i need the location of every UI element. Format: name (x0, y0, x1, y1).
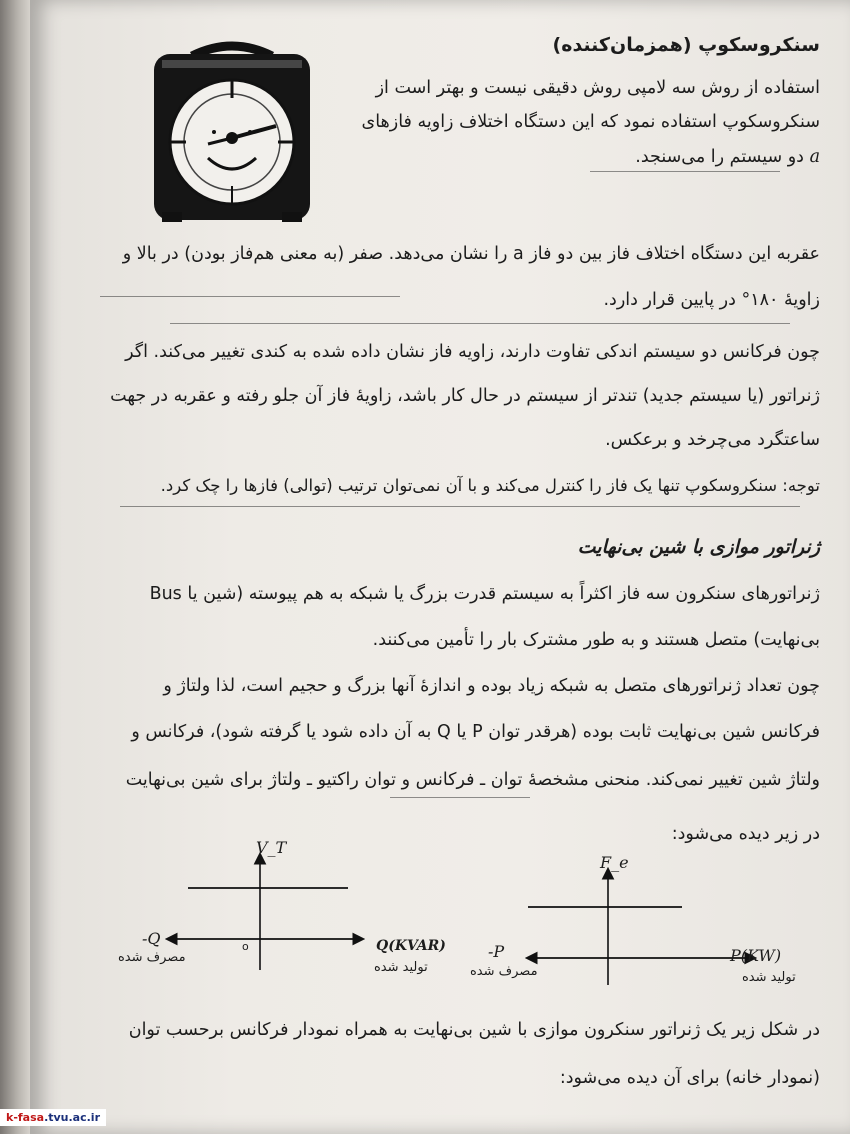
pen-underline (120, 506, 800, 507)
graph-left-y-label: V_T (256, 838, 287, 857)
document-page (30, 0, 850, 1134)
synchroscope-note: توجه: سنکروسکوپ تنها یک فاز را کنترل می‌کند و با آن نمی‌توان ترتیب (توالی) فازها را چک کرد. (160, 476, 820, 495)
graph-right-neg-caption: مصرف شده (470, 964, 538, 979)
graph-left-pos-label: Q(KVAR) (376, 938, 446, 954)
para5-line1: چون تعداد ژنراتورهای متصل به شبکه زیاد بوده و اندازهٔ آنها بزرگ و حجیم است، لذا ولتاژ و (163, 676, 820, 696)
site-watermark (0, 1109, 106, 1126)
book-spine-shadow (0, 0, 30, 1134)
synchroscope-illustration (148, 40, 316, 230)
watermark-prefix: k-fasa (6, 1111, 45, 1124)
para5-line4: در زیر دیده می‌شود: (671, 824, 820, 844)
graph-right-y-label: F_e (600, 853, 629, 872)
para3-line3: ساعتگرد می‌چرخد و برعکس. (605, 430, 820, 450)
pen-underline (390, 797, 530, 798)
graph-right-neg-label: -P (488, 942, 505, 961)
para1-line2: سنکروسکوپ استفاده نمود که این دستگاه اختلاف زاویه فازهای (361, 112, 820, 132)
graph-left-pos-caption: تولید شده (374, 960, 428, 975)
para2-line2: زاویهٔ ۱۸۰° در پایین قرار دارد. (603, 290, 820, 310)
para1-line1: استفاده از روش سه لامپی روش دقیقی نیست و بهتر است از (375, 78, 820, 98)
para1-line3 (635, 147, 820, 167)
para6-line1: در شکل زیر یک ژنراتور سنکرون موازی با شین بی‌نهایت به همراه نمودار فرکانس برحسب توان (128, 1020, 820, 1040)
para6-line2: (نمودار خانه) برای آن دیده می‌شود: (559, 1068, 820, 1088)
pen-underline (100, 296, 400, 297)
graph-left-neg-label: -Q (142, 929, 161, 948)
para5-line3: ولتاژ شین تغییر نمی‌کند. منحنی مشخصهٔ توان ـ فرکانس و توان راکتیو ـ ولتاژ برای شین بی‌نهایت (125, 770, 820, 790)
para4-line2: بی‌نهایت) متصل هستند و به طور مشترک بار را تأمین می‌کنند. (372, 630, 820, 650)
para4-line1: ژنراتورهای سنکرون سه فاز اکثراً به سیستم قدرت بزرگ یا شبکه به هم پیوسته (شین یا Bus (149, 584, 820, 604)
para5-line2: فرکانس شین بی‌نهایت ثابت بوده (هرقدر توان P یا Q به آن داده شود یا گرفته شود)، فرکانس و (131, 722, 820, 742)
graph-left-neg-caption: مصرف شده (118, 950, 186, 965)
graph-right-pos-label: P(KW) (730, 946, 782, 965)
para1-line3-text: دو سیستم را می‌سنجد. (635, 147, 804, 167)
section-heading-synchroscope: سنکروسکوپ (همزمان‌کننده) (552, 34, 820, 56)
para3-line1: چون فرکانس دو سیستم اندکی تفاوت دارند، زاویه فاز نشان داده شده به کندی تغییر می‌کند. اگر (125, 342, 820, 362)
para2-line1: عقربه این دستگاه اختلاف فاز بین دو فاز a را نشان می‌دهد. صفر (به معنی هم‌فاز بودن) در بالا و (122, 244, 820, 264)
pen-underline (590, 171, 780, 172)
graph-left-origin: o (242, 940, 249, 953)
para3-line2: ژنراتور (یا سیستم جدید) تندتر از سیستم در حال کار باشد، زاویهٔ فاز آن جلو رفته و عقربه در جهت (110, 386, 820, 406)
pen-underline (170, 323, 790, 324)
watermark-suffix: .tvu.ac.ir (44, 1111, 100, 1124)
graph-right-axes (510, 860, 760, 990)
section-heading-infinite-bus: ژنراتور موازی با شین بی‌نهایت (577, 536, 820, 558)
para1-symbol: a (809, 147, 820, 167)
graph-right-pos-caption: تولید شده (742, 970, 796, 985)
